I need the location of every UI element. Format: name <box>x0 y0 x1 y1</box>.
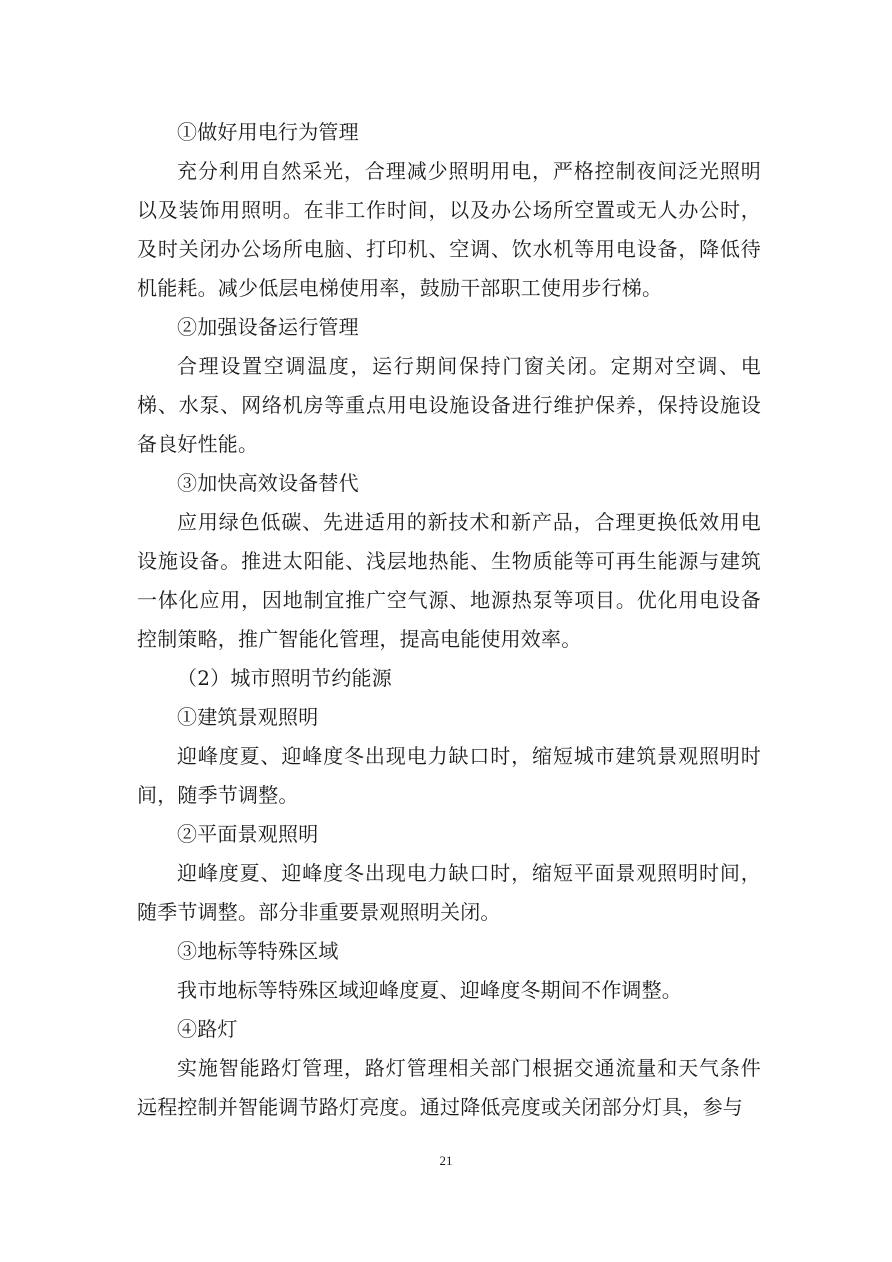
subheading-electricity-behavior: ①做好用电行为管理 <box>177 120 359 144</box>
document-body <box>137 113 761 1127</box>
subheading-landmark-areas: ③地标等特殊区域 <box>177 939 339 963</box>
subheading-equipment-replacement: ③加快高效设备替代 <box>177 471 359 495</box>
paragraph-flat-landscape-lighting: 迎峰度夏、迎峰度冬出现电力缺口时，缩短平面景观照明时间，随季节调整。部分非重要景观照明关闭。 <box>137 861 761 924</box>
paragraph-electricity-behavior: 充分利用自然采光，合理减少照明用电，严格控制夜间泛光照明以及装饰用照明。在非工作时间，以及办公场所空置或无人办公时，及时关闭办公场所电脑、打印机、空调、饮水机等用电设备，降低待机能耗。减少低层电梯使用率，鼓励干部职工使用步行梯。 <box>137 159 761 300</box>
subheading-flat-landscape-lighting: ②平面景观照明 <box>177 822 319 846</box>
subheading-equipment-operation: ②加强设备运行管理 <box>177 315 359 339</box>
page-number: 21 <box>439 1153 453 1168</box>
paragraph-street-lights: 实施智能路灯管理，路灯管理相关部门根据交通流量和天气条件远程控制并智能调节路灯亮度。通过降低亮度或关闭部分灯具，参与 <box>137 1056 761 1119</box>
subheading-building-landscape-lighting: ①建筑景观照明 <box>177 705 319 729</box>
paragraph-equipment-replacement: 应用绿色低碳、先进适用的新技术和新产品，合理更换低效用电设施设备。推进太阳能、浅层地热能、生物质能等可再生能源与建筑一体化应用，因地制宜推广空气源、地源热泵等项目。优化用电设备控制策略，推广智能化管理，提高电能使用效率。 <box>137 510 761 651</box>
paragraph-equipment-operation: 合理设置空调温度，运行期间保持门窗关闭。定期对空调、电梯、水泵、网络机房等重点用电设施设备进行维护保养，保持设施设备良好性能。 <box>137 354 761 456</box>
subheading-street-lights: ④路灯 <box>177 1017 238 1041</box>
paragraph-landmark-areas: 我市地标等特殊区域迎峰度夏、迎峰度冬期间不作调整。 <box>177 978 682 1002</box>
section-heading-city-lighting: （2）城市照明节约能源 <box>177 666 392 690</box>
paragraph-building-landscape-lighting: 迎峰度夏、迎峰度冬出现电力缺口时，缩短城市建筑景观照明时间，随季节调整。 <box>137 744 761 807</box>
